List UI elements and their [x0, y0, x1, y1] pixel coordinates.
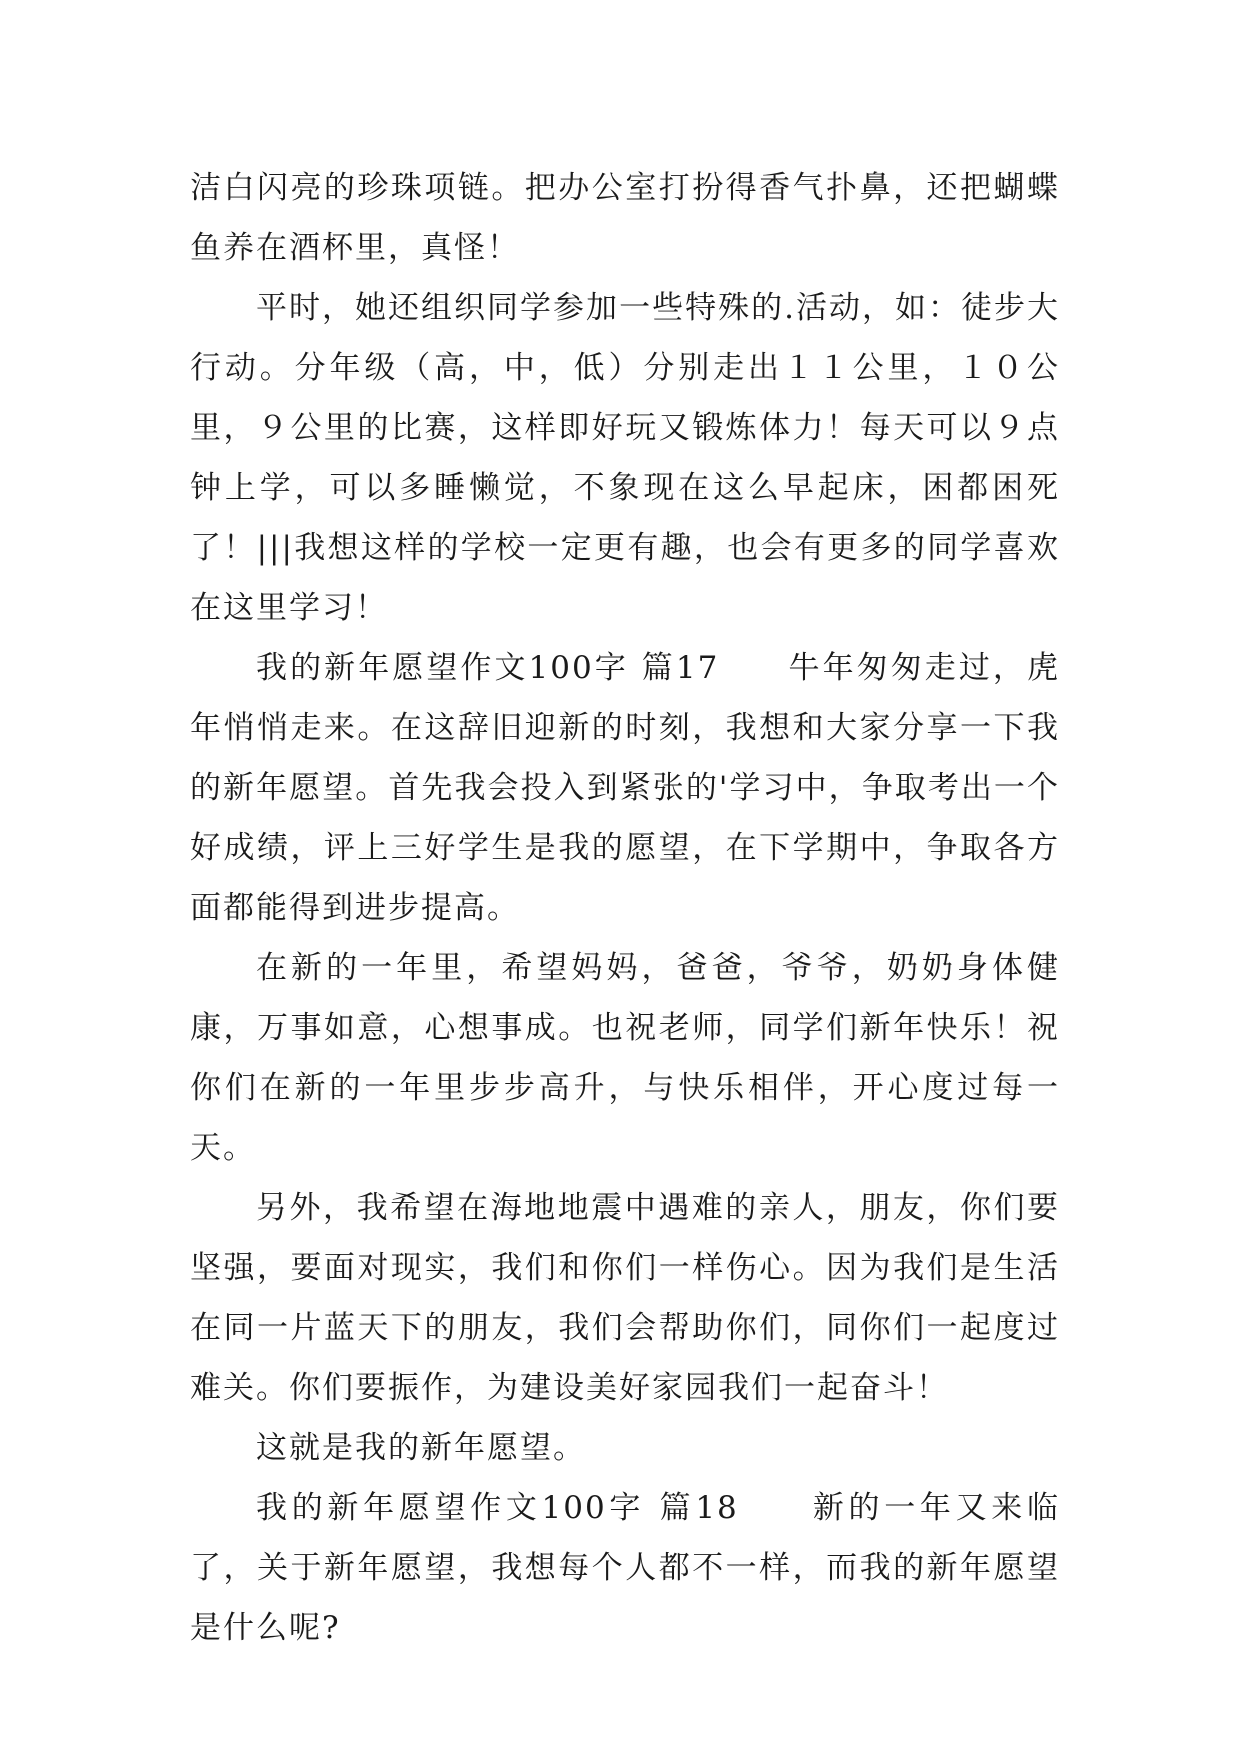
paragraph-7: 我的新年愿望作文100字 篇18 新的一年又来临了，关于新年愿望，我想每个人都不一样，而我的新年愿望是什么呢? — [190, 1490, 1060, 1646]
paragraph-1: 洁白闪亮的珍珠项链。把办公室打扮得香气扑鼻，还把蝴蝶鱼养在酒杯里，真怪！ — [190, 170, 1060, 266]
paragraph-6: 这就是我的新年愿望。 — [256, 1430, 586, 1466]
article-body — [190, 158, 1060, 1658]
paragraph-5: 另外，我希望在海地地震中遇难的亲人，朋友，你们要坚强，要面对现实，我们和你们一样伤心。因为我们是生活在同一片蓝天下的朋友，我们会帮助你们，同你们一起度过难关。你们要振作，为建设美好家园我们一起奋斗！ — [190, 1190, 1060, 1406]
paragraph-4: 在新的一年里，希望妈妈，爸爸，爷爷，奶奶身体健康，万事如意，心想事成。也祝老师，同学们新年快乐！祝你们在新的一年里步步高升，与快乐相伴，开心度过每一天。 — [190, 950, 1060, 1166]
paragraph-3: 我的新年愿望作文100字 篇17 牛年匆匆走过，虎年悄悄走来。在这辞旧迎新的时刻，我想和大家分享一下我的新年愿望。首先我会投入到紧张的'学习中，争取考出一个好成绩，评上三好学生是我的愿望，在下学期中，争取各方面都能得到进步提高。 — [190, 650, 1060, 926]
paragraph-2: 平时，她还组织同学参加一些特殊的.活动，如：徒步大行动。分年级（高，中，低）分别走出１１公里，１０公里，９公里的比赛，这样即好玩又锻炼体力！每天可以９点钟上学，可以多睡懒觉，不象现在这么早起床，困都困死了！|||我想这样的学校一定更有趣，也会有更多的同学喜欢在这里学习！ — [190, 290, 1060, 626]
